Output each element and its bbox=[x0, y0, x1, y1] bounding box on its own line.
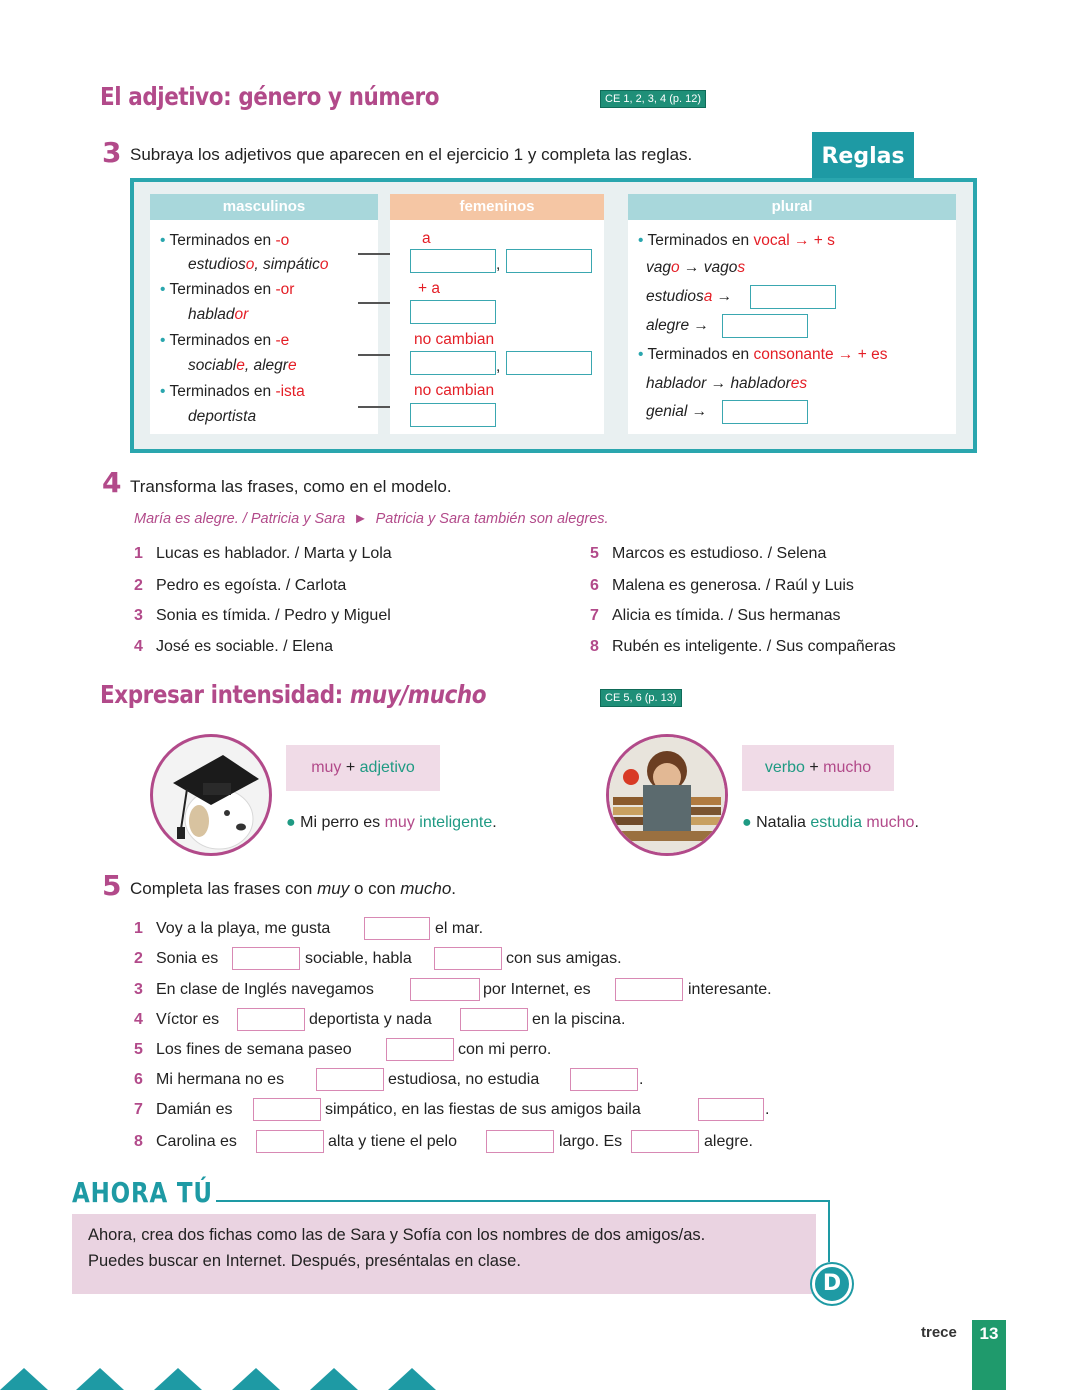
muy-example: ● Mi perro es muy inteligente. bbox=[286, 814, 497, 831]
plural-example-vago: vago → vagos bbox=[646, 259, 746, 276]
page-word: trece bbox=[921, 1324, 957, 1341]
section-title-intensidad: Expresar intensidad: muy/mucho bbox=[100, 680, 487, 709]
fem-rule-3: no cambian bbox=[414, 331, 495, 348]
masc-rule-2: • Terminados en -or bbox=[160, 281, 295, 298]
plural-blank-genial[interactable] bbox=[722, 400, 808, 424]
rules-box bbox=[130, 178, 977, 453]
ex4-item: 7 Alicia es tímida. / Sus hermanas bbox=[590, 607, 841, 624]
ex5-line-3: 3 En clase de Inglés navegamos bbox=[134, 981, 374, 998]
ahora-tu-rule-vertical bbox=[828, 1200, 830, 1262]
fem-comma-3: , bbox=[496, 358, 501, 375]
masculine-column bbox=[150, 194, 378, 434]
ex5-line-8: 8 Carolina es bbox=[134, 1133, 237, 1150]
ex5-blank-2b[interactable] bbox=[434, 947, 502, 970]
ex5-blank-3b[interactable] bbox=[615, 978, 683, 1001]
plural-rule-1: • Terminados en vocal → + s bbox=[638, 232, 835, 249]
ex4-item: 2 Pedro es egoísta. / Carlota bbox=[134, 577, 347, 594]
masc-example-1: estudioso, simpático bbox=[188, 256, 329, 273]
masc-rule-3: • Terminados en -e bbox=[160, 332, 290, 349]
ex5-line-3-c: interesante. bbox=[688, 981, 772, 998]
fem-blank-1b[interactable] bbox=[506, 249, 592, 273]
ce-reference-badge-2: CE 5, 6 (p. 13) bbox=[600, 689, 682, 707]
ex5-line-6-b: estudiosa, no estudia bbox=[388, 1071, 540, 1088]
ex5-blank-2a[interactable] bbox=[232, 947, 300, 970]
ex5-line-2-b: sociable, habla bbox=[305, 950, 412, 967]
exercise-number-5: 5 bbox=[102, 869, 122, 902]
plural-blank-estudiosa[interactable] bbox=[750, 285, 836, 309]
plural-example-hablador: hablador → habladores bbox=[646, 375, 808, 392]
ex5-line-1: 1 Voy a la playa, me gusta bbox=[134, 920, 331, 937]
ex5-blank-4a[interactable] bbox=[237, 1008, 305, 1031]
ex5-line-4-b: deportista y nada bbox=[309, 1011, 432, 1028]
ex5-line-6-c: . bbox=[639, 1071, 644, 1088]
ex5-blank-5a[interactable] bbox=[386, 1038, 454, 1061]
plural-example-estudiosa: estudiosa → bbox=[646, 288, 733, 305]
exercise-number-3: 3 bbox=[102, 136, 122, 169]
fem-blank-1a[interactable] bbox=[410, 249, 496, 273]
mucho-example: ● Natalia estudia mucho. bbox=[742, 814, 919, 831]
plural-example-genial: genial → bbox=[646, 403, 708, 420]
plural-column bbox=[628, 194, 956, 434]
ex5-blank-1a[interactable] bbox=[364, 917, 430, 940]
ex4-item: 3 Sonia es tímida. / Pedro y Miguel bbox=[134, 607, 391, 624]
ex5-blank-3a[interactable] bbox=[410, 978, 480, 1001]
exercise-number-4: 4 bbox=[102, 466, 122, 499]
plural-blank-alegre[interactable] bbox=[722, 314, 808, 338]
plural-header: plural bbox=[628, 194, 956, 220]
ex5-line-8-c: largo. Es bbox=[559, 1133, 623, 1150]
masc-example-3: sociable, alegre bbox=[188, 357, 297, 374]
masculine-header: masculinos bbox=[150, 194, 378, 220]
fem-rule-1: a bbox=[422, 230, 431, 247]
masc-example-4: deportista bbox=[188, 408, 257, 425]
girl-reading-icon bbox=[609, 737, 725, 853]
dog-illustration bbox=[150, 734, 272, 856]
masc-example-2: hablador bbox=[188, 306, 249, 323]
exercise-3-instruction: Subraya los adjetivos que aparecen en el ejercicio 1 y completa las reglas. bbox=[130, 145, 693, 164]
dog-with-cap-icon bbox=[153, 737, 269, 853]
fem-comma-1: , bbox=[496, 256, 501, 273]
ex5-line-7: 7 Damián es bbox=[134, 1101, 233, 1118]
ex5-line-7-c: . bbox=[765, 1101, 770, 1118]
masc-rule-4: • Terminados en -ista bbox=[160, 383, 305, 400]
feminine-header: femeninos bbox=[390, 194, 604, 220]
ex5-line-6: 6 Mi hermana no es bbox=[134, 1071, 285, 1088]
ex5-line-8-d: alegre. bbox=[704, 1133, 753, 1150]
ex4-item: 4 José es sociable. / Elena bbox=[134, 638, 333, 655]
ex5-blank-8a[interactable] bbox=[256, 1130, 324, 1153]
ex5-blank-4b[interactable] bbox=[460, 1008, 528, 1031]
ex5-line-5-b: con mi perro. bbox=[458, 1041, 552, 1058]
ex5-blank-8b[interactable] bbox=[486, 1130, 554, 1153]
verbo-mucho-badge: verbo + mucho bbox=[742, 745, 894, 791]
ex4-item: 6 Malena es generosa. / Raúl y Luis bbox=[590, 577, 854, 594]
ex5-blank-6b[interactable] bbox=[570, 1068, 638, 1091]
exercise-4-model: María es alegre. / Patricia y Sara ► Patricia y Sara también son alegres. bbox=[134, 511, 609, 527]
ex5-line-1-b: el mar. bbox=[435, 920, 484, 937]
ex4-item: 5 Marcos es estudioso. / Selena bbox=[590, 545, 827, 562]
ex5-blank-7b[interactable] bbox=[698, 1098, 764, 1121]
decorative-wave-icons bbox=[0, 1368, 470, 1390]
ex4-item: 1 Lucas es hablador. / Marta y Lola bbox=[134, 545, 392, 562]
ex5-blank-7a[interactable] bbox=[253, 1098, 321, 1121]
ex5-line-3-b: por Internet, es bbox=[483, 981, 591, 998]
muy-adjetivo-badge: muy + adjetivo bbox=[286, 745, 440, 791]
plural-rule-2: • Terminados en consonante → + es bbox=[638, 346, 888, 363]
ex5-line-7-b: simpático, en las fiestas de sus amigos baila bbox=[325, 1101, 641, 1118]
fem-blank-3b[interactable] bbox=[506, 351, 592, 375]
competence-d-badge: D bbox=[812, 1264, 852, 1304]
fem-blank-3a[interactable] bbox=[410, 351, 496, 375]
fem-rule-4: no cambian bbox=[414, 382, 495, 399]
ex5-blank-8c[interactable] bbox=[631, 1130, 699, 1153]
exercise-4-instruction: Transforma las frases, como en el modelo. bbox=[130, 477, 452, 496]
ex5-line-2-c: con sus amigas. bbox=[506, 950, 622, 967]
masc-rule-1: • Terminados en -o bbox=[160, 232, 290, 249]
ex4-item: 8 Rubén es inteligente. / Sus compañeras bbox=[590, 638, 896, 655]
ex5-line-4-c: en la piscina. bbox=[532, 1011, 626, 1028]
exercise-5-instruction: Completa las frases con muy o con mucho. bbox=[130, 879, 457, 898]
ex5-line-4: 4 Víctor es bbox=[134, 1011, 220, 1028]
fem-blank-2[interactable] bbox=[410, 300, 496, 324]
ce-reference-badge: CE 1, 2, 3, 4 (p. 12) bbox=[600, 90, 706, 108]
ahora-tu-rule bbox=[216, 1200, 830, 1202]
fem-rule-2: + a bbox=[418, 280, 440, 297]
page-number: 13 bbox=[972, 1320, 1006, 1390]
ahora-tu-line-1: Ahora, crea dos fichas como las de Sara y Sofía con los nombres de dos amigos/as. bbox=[88, 1226, 706, 1244]
ex5-line-2: 2 Sonia es bbox=[134, 950, 219, 967]
section-title-adjetivo: El adjetivo: género y número bbox=[100, 82, 440, 111]
ahora-tu-box bbox=[72, 1214, 816, 1294]
ahora-tu-line-2: Puedes buscar en Internet. Después, preséntalas en clase. bbox=[88, 1252, 521, 1270]
plural-example-alegre: alegre → bbox=[646, 317, 709, 334]
rules-tab: Reglas bbox=[812, 132, 914, 178]
girl-books-illustration bbox=[606, 734, 728, 856]
ex5-blank-6a[interactable] bbox=[316, 1068, 384, 1091]
feminine-column bbox=[390, 194, 604, 434]
ex5-line-5: 5 Los fines de semana paseo bbox=[134, 1041, 352, 1058]
ex5-line-8-b: alta y tiene el pelo bbox=[328, 1133, 457, 1150]
ahora-tu-title: AHORA TÚ bbox=[72, 1176, 213, 1209]
fem-blank-4[interactable] bbox=[410, 403, 496, 427]
